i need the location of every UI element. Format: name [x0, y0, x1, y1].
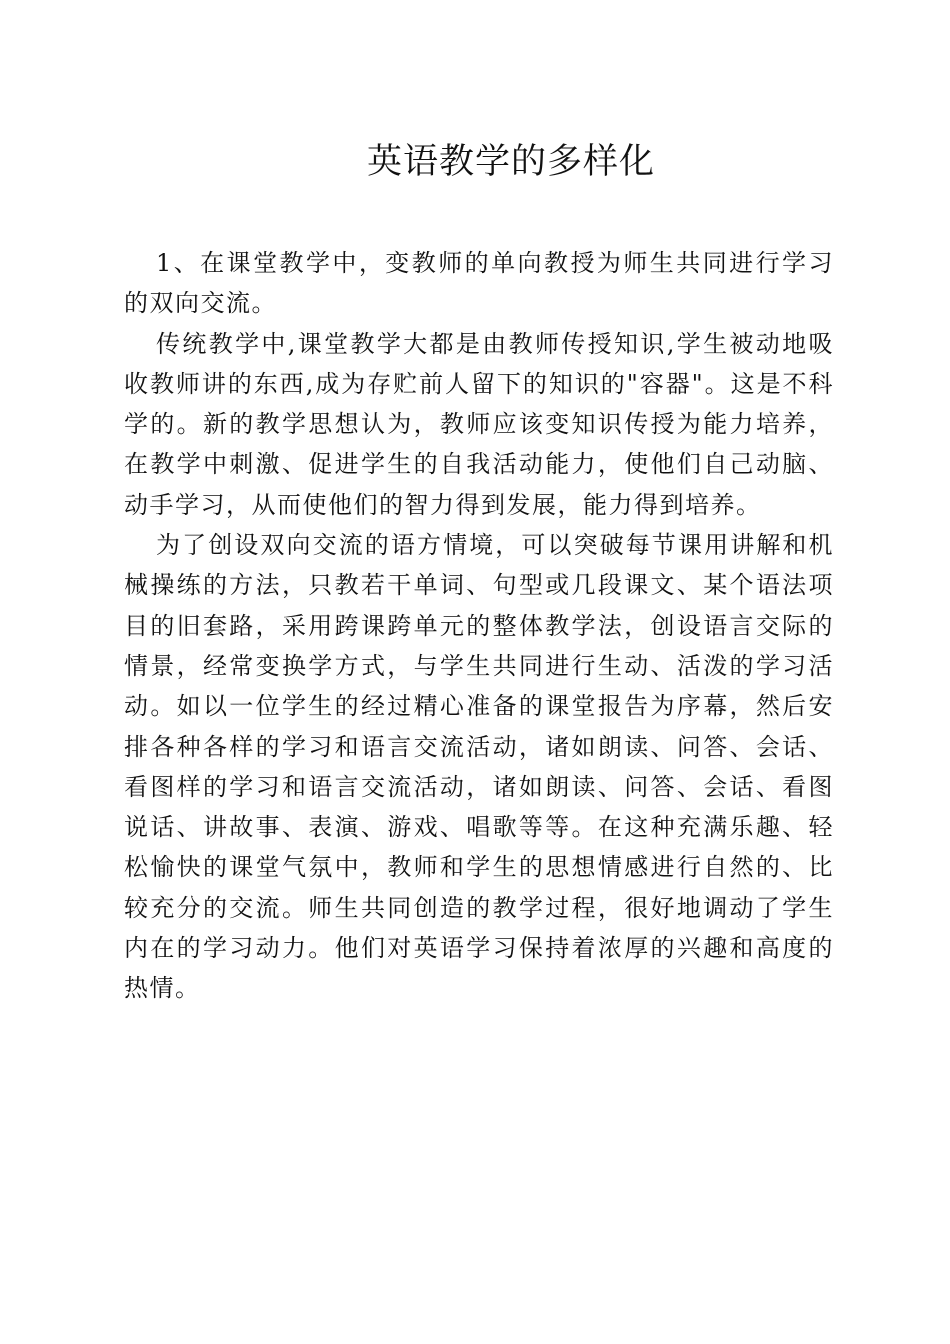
paragraph-2: 传统教学中,课堂教学大都是由教师传授知识,学生被动地吸收教师讲的东西,成为存贮前人留下的知识的"容器"。这是不科学的。新的教学思想认为，教师应该变知识传授为能力培养，在教学中刺激、促进学生的自我活动能力，使他们自己动脑、动手学习，从而使他们的智力得到发展，能力得到培养。 — [124, 329, 834, 519]
document-body — [124, 243, 834, 1009]
paragraph-1: 1、在课堂教学中，变教师的单向教授为师生共同进行学习的双向交流。 — [124, 249, 834, 318]
paragraph-3: 为了创设双向交流的语方情境，可以突破每节课用讲解和机械操练的方法，只教若干单词、句型或几段课文、某个语法项目的旧套路，采用跨课跨单元的整体教学法，创设语言交际的情景，经常变换学方式，与学生共同进行生动、活泼的学习活动。如以一位学生的经过精心准备的课堂报告为序幕，然后安排各种各样的学习和语言交流活动，诸如朗读、问答、会话、看图样的学习和语言交流活动，诸如朗读、问答、会话、看图说话、讲故事、表演、游戏、唱歌等等。在这种充满乐趣、轻松愉快的课堂气氛中，教师和学生的思想情感进行自然的、比较充分的交流。师生共同创造的教学过程，很好地调动了学生内在的学习动力。他们对英语学习保持着浓厚的兴趣和高度的热情。 — [124, 531, 834, 1003]
document-title: 英语教学的多样化 — [366, 142, 655, 182]
